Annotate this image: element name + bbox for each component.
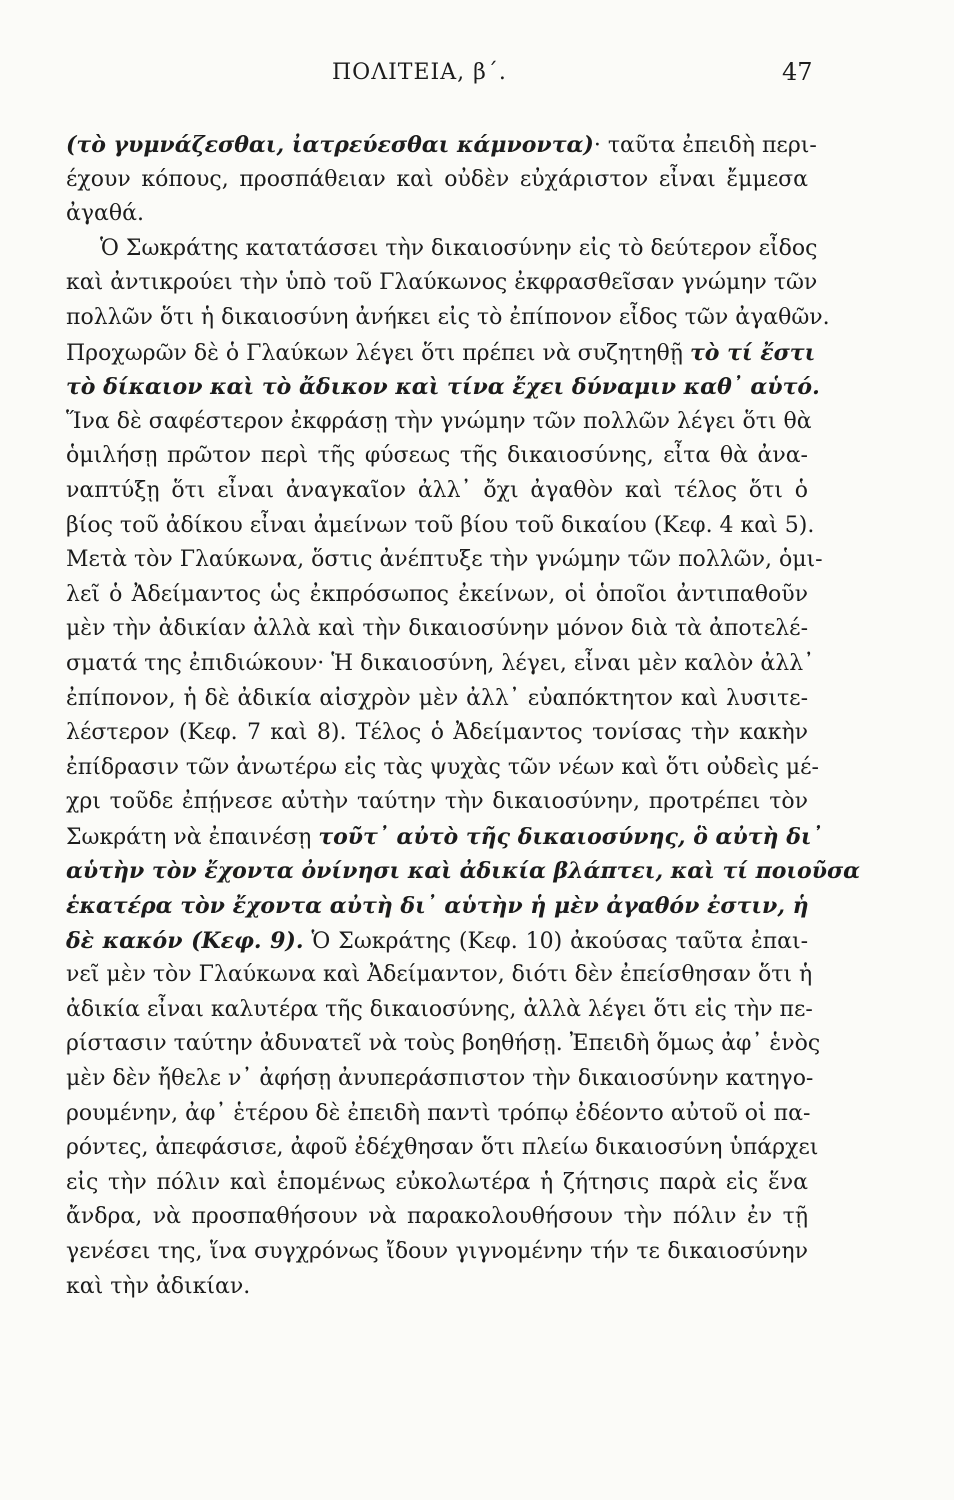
text-line [66, 1097, 811, 1132]
text-line [66, 1270, 808, 1305]
text-segment: ὁμιλήσῃ πρῶτον περὶ τῆς φύσεως τῆς δικαιοσύνης, εἶτα θὰ ἀνα- [66, 443, 808, 469]
text-line [66, 682, 808, 717]
text-line [66, 751, 819, 786]
emphasized-text: τὸ τί ἔστι [689, 339, 816, 366]
text-segment: βίος τοῦ ἀδίκου εἶναι ἀμείνων τοῦ βίου τοῦ δικαίου (Κεφ. 4 καὶ 5). [66, 512, 815, 538]
text-segment: εἰς τὴν πόλιν καὶ ἑπομένως εὐκολωτέρα ἡ ζήτησις παρὰ εἰς ἕνα [66, 1169, 808, 1195]
text-segment: χρι τοῦδε ἐπῄνεσε αὐτὴν ταύτην τὴν δικαιοσύνην, προτρέπει τὸν [66, 789, 808, 815]
page-number: 47 [782, 58, 813, 86]
running-head: ΠΟΛΙΤΕΙΑ, β΄. [332, 60, 507, 85]
text-line [66, 1200, 808, 1235]
emphasized-text: δὲ κακόν (Κεφ. 9). [66, 927, 304, 954]
text-segment: καὶ τὴν ἀδικίαν. [66, 1273, 251, 1299]
text-segment: Ἵνα δὲ σαφέστερον ἐκφράσῃ τὴν γνώμην τῶν πολλῶν λέγει ὅτι θὰ [66, 408, 812, 434]
text-line [66, 197, 808, 232]
text-segment: σματά της ἐπιδιώκουν· Ἡ δικαιοσύνη, λέγει, εἶναι μὲν καλὸν ἀλλ᾽ [66, 650, 815, 676]
body-text [66, 128, 861, 1304]
text-line [66, 854, 861, 889]
text-line [66, 889, 808, 924]
emphasized-text: (τὸ γυμνάζεσθαι, ἰατρεύεσθαι κάμνοντα) [66, 132, 594, 158]
text-line [66, 128, 817, 163]
text-segment: Σωκράτη νὰ ἐπαινέσῃ [66, 824, 319, 850]
emphasized-text: ἑκατέρα τὸν ἔχοντα αὐτὴ δι᾽ αὑτὴν ἡ μὲν ἀγαθόν ἐστιν, ἡ [66, 893, 809, 920]
text-segment: γενέσει της, ἵνα συγχρόνως ἴδουν γιγνομένην τήν τε δικαιοσύνην [66, 1239, 808, 1264]
text-line [66, 336, 816, 371]
text-line [66, 474, 808, 509]
emphasized-text: τοῦτ᾽ αὐτὸ τῆς δικαιοσύνης, ὃ αὐτὴ δι᾽ [318, 823, 823, 850]
text-line [66, 543, 823, 578]
text-segment: πολλῶν ὅτι ἡ δικαιοσύνη ἀνήκει εἰς τὸ ἐπίπονον εἶδος τῶν ἀγαθῶν. [66, 304, 830, 330]
text-line [66, 612, 808, 647]
text-line [66, 1027, 821, 1062]
text-line [66, 439, 808, 474]
text-line [66, 993, 813, 1028]
text-line [66, 785, 808, 820]
text-segment: Μετὰ τὸν Γλαύκωνα, ὅστις ἀνέπτυξε τὴν γνώμην τῶν πολλῶν, ὁμι- [66, 547, 823, 573]
emphasized-text: αὑτὴν τὸν ἔχοντα ὀνίνησι καὶ ἀδικία βλάπτει, καὶ τί ποιοῦσα [66, 858, 861, 885]
text-line [66, 301, 830, 336]
text-line [66, 1166, 808, 1201]
text-segment: ἄνδρα, νὰ προσπαθήσουν νὰ παρακολουθήσουν τὴν πόλιν ἐν τῇ [66, 1204, 808, 1230]
text-line [66, 509, 815, 544]
text-line [66, 266, 818, 301]
text-segment: Προχωρῶν δὲ ὁ Γλαύκων λέγει ὅτι πρέπει νὰ συζητηθῇ [66, 340, 690, 366]
text-segment: Ὁ Σωκράτης κατατάσσει τὴν δικαιοσύνην εἰς τὸ δεύτερον εἶδος [100, 235, 818, 261]
text-segment: ἀδικία εἶναι καλυτέρα τῆς δικαιοσύνης, ἀλλὰ λέγει ὅτι εἰς τὴν πε- [66, 996, 813, 1022]
text-segment: ρίστασιν ταύτην ἀδυνατεῖ νὰ τοὺς βοηθήσῃ. Ἐπειδὴ ὅμως ἀφ᾽ ἑνὸς [66, 1031, 821, 1057]
text-line [66, 370, 820, 405]
text-segment: καὶ ἀντικρούει τὴν ὑπὸ τοῦ Γλαύκωνος ἐκφρασθεῖσαν γνώμην τῶν [66, 270, 818, 296]
text-segment: ἐπίπονον, ἡ δὲ ἀδικία αἰσχρὸν μὲν ἀλλ᾽ εὐαπόκτητον καὶ λυσιτε- [66, 685, 808, 711]
text-line [66, 163, 808, 198]
text-segment: ρόντες, ἀπεφάσισε, ἀφοῦ ἐδέχθησαν ὅτι πλείω δικαιοσύνη ὑπάρχει [66, 1135, 819, 1161]
text-line [66, 1062, 814, 1097]
text-line [66, 820, 823, 855]
text-segment: ἀγαθά. [66, 201, 144, 227]
text-segment: λέστερον (Κεφ. 7 καὶ 8). Τέλος ὁ Ἀδείμαντος τονίσας τὴν κακὴν [66, 720, 808, 746]
emphasized-text: τὸ δίκαιον καὶ τὸ ἄδικον καὶ τίνα ἔχει δύναμιν καθ᾽ αὑτό. [66, 374, 820, 401]
text-line [66, 1131, 819, 1166]
text-line [66, 1235, 808, 1270]
text-line [66, 958, 813, 993]
text-segment: μὲν δὲν ἤθελε ν᾽ ἀφήσῃ ἀνυπεράσπιστον τὴν δικαιοσύνην κατηγο- [66, 1066, 814, 1092]
text-segment: έχουν κόπους, προσπάθειαν καὶ οὐδὲν εὐχάριστον εἶναι ἔμμεσα [66, 166, 808, 192]
text-segment: ρουμένην, ἀφ᾽ ἑτέρου δὲ ἐπειδὴ παντὶ τρόπῳ ἐδέοντο αὐτοῦ οἱ πα- [66, 1100, 811, 1126]
text-segment: ἐπίδρασιν τῶν ἀνωτέρω εἰς τὰς ψυχὰς τῶν νέων καὶ ὅτι οὐδεὶς μέ- [66, 754, 819, 780]
text-line [66, 716, 808, 751]
text-segment: μὲν τὴν ἀδικίαν ἀλλὰ καὶ τὴν δικαιοσύνην μόνον διὰ τὰ ἀποτελέ- [66, 616, 808, 642]
text-segment: Ὁ Σωκράτης (Κεφ. 10) ἀκούσας ταῦτα ἐπαι- [303, 928, 808, 954]
text-segment: ναπτύξῃ ὅτι εἶναι ἀναγκαῖον ἀλλ᾽ ὄχι ἀγαθὸν καὶ τέλος ὅτι ὁ [66, 477, 808, 503]
text-segment: λεῖ ὁ Ἀδείμαντος ὡς ἐκπρόσωπος ἐκείνων, οἱ ὁποῖοι ἀντιπαθοῦν [66, 581, 808, 607]
text-line [66, 924, 808, 959]
text-segment: νεῖ μὲν τὸν Γλαύκωνα καὶ Ἀδείμαντον, διότι δὲν ἐπείσθησαν ὅτι ἡ [66, 962, 813, 988]
text-line [66, 405, 812, 440]
text-segment: · ταῦτα ἐπειδὴ περι- [593, 133, 817, 158]
text-line [66, 232, 818, 267]
text-line [66, 647, 815, 682]
text-line [66, 578, 808, 613]
